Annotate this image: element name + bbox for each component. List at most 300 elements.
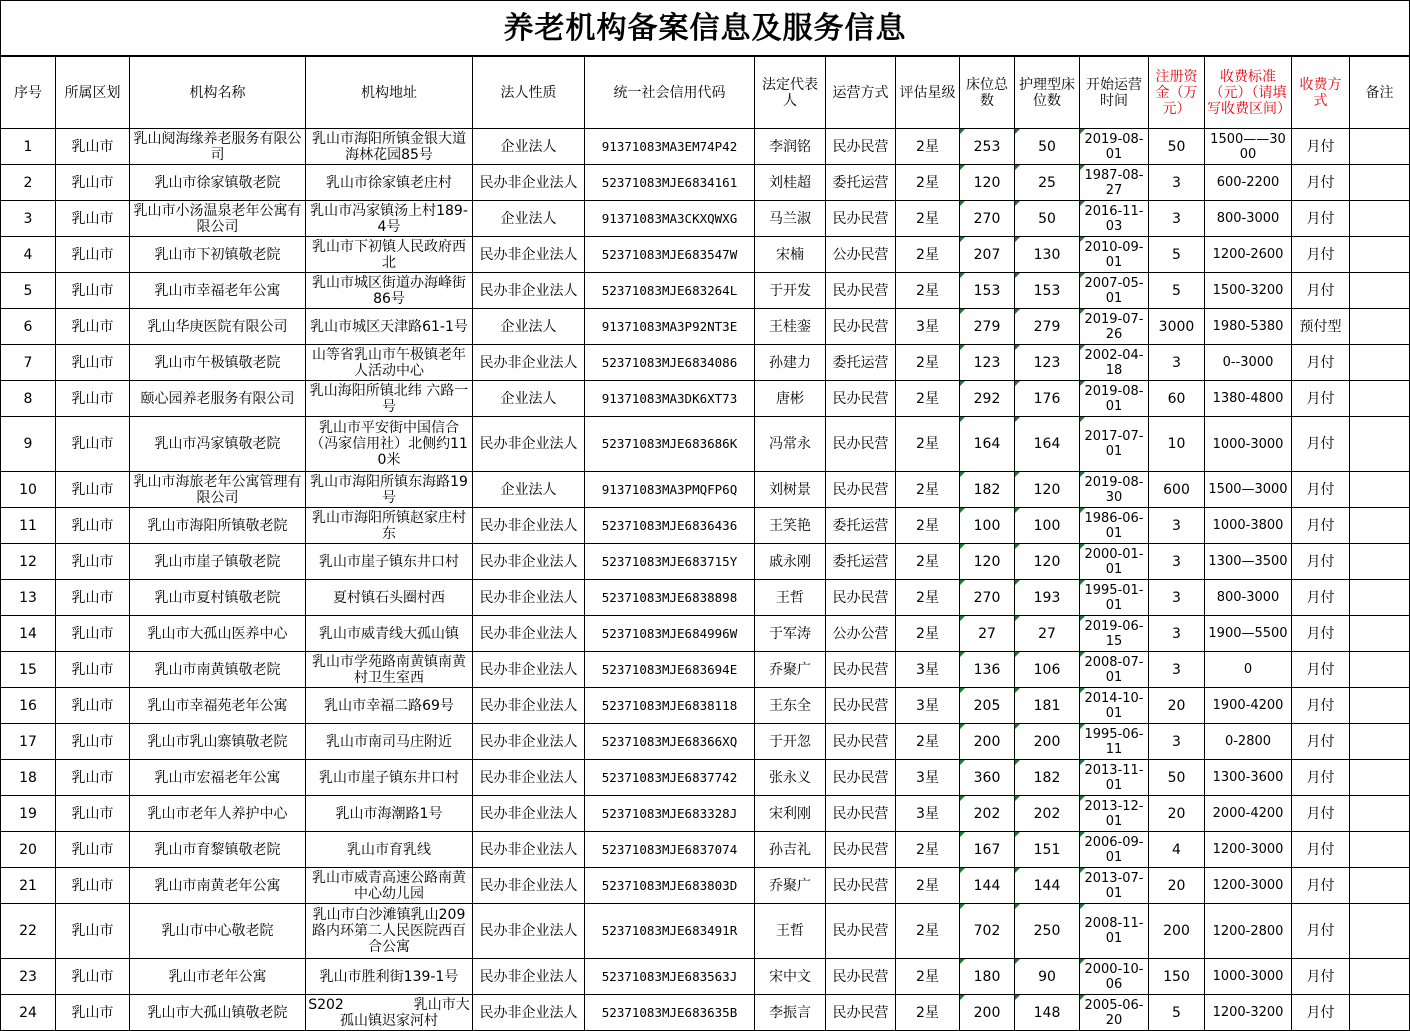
cell-beds[interactable]: 360 — [960, 760, 1015, 796]
col-header-care-beds[interactable]: 护理型床位数 — [1015, 57, 1080, 129]
cell-start[interactable]: 2000-10-06 — [1080, 959, 1149, 995]
cell-fee[interactable]: 1300—3500 — [1205, 544, 1292, 580]
cell-capital[interactable]: 50 — [1149, 129, 1205, 165]
cell-legal-type[interactable]: 民办非企业法人 — [473, 959, 585, 995]
cell-star[interactable]: 3星 — [896, 760, 960, 796]
cell-capital[interactable]: 150 — [1149, 959, 1205, 995]
cell-care-beds[interactable]: 151 — [1015, 832, 1080, 868]
cell-name[interactable]: 乳山市午极镇敬老院 — [130, 345, 306, 381]
cell-rep[interactable]: 王哲 — [755, 580, 826, 616]
cell-no[interactable]: 24 — [1, 995, 56, 1031]
col-header-credit-code[interactable]: 统一社会信用代码 — [585, 57, 755, 129]
cell-beds[interactable]: 205 — [960, 688, 1015, 724]
cell-note[interactable] — [1350, 616, 1410, 652]
cell-fee[interactable]: 1000-3000 — [1205, 417, 1292, 472]
cell-legal-type[interactable]: 民办非企业法人 — [473, 417, 585, 472]
cell-legal-type[interactable]: 民办非企业法人 — [473, 688, 585, 724]
cell-name[interactable]: 乳山市幸福老年公寓 — [130, 273, 306, 309]
cell-start[interactable]: 2019-07-26 — [1080, 309, 1149, 345]
cell-fee[interactable]: 1000-3000 — [1205, 959, 1292, 995]
cell-no[interactable]: 1 — [1, 129, 56, 165]
cell-mode[interactable]: 民办民营 — [826, 796, 896, 832]
cell-legal-type[interactable]: 民办非企业法人 — [473, 508, 585, 544]
cell-no[interactable]: 7 — [1, 345, 56, 381]
cell-rep[interactable]: 王哲 — [755, 904, 826, 959]
cell-care-beds[interactable]: 120 — [1015, 472, 1080, 508]
cell-fee[interactable]: 0-2800 — [1205, 724, 1292, 760]
cell-fee[interactable]: 1200-3000 — [1205, 832, 1292, 868]
cell-care-beds[interactable]: 50 — [1015, 201, 1080, 237]
cell-rep[interactable]: 宋利刚 — [755, 796, 826, 832]
cell-name[interactable]: 乳山市下初镇敬老院 — [130, 237, 306, 273]
cell-star[interactable]: 2星 — [896, 544, 960, 580]
cell-pay[interactable]: 月付 — [1292, 129, 1350, 165]
cell-credit-code[interactable]: 91371083MA3CKXQWXG — [585, 201, 755, 237]
cell-district[interactable]: 乳山市 — [56, 868, 130, 904]
cell-start[interactable]: 2017-07-01 — [1080, 417, 1149, 472]
cell-start[interactable]: 2019-08-01 — [1080, 381, 1149, 417]
cell-fee[interactable]: 1380-4800 — [1205, 381, 1292, 417]
cell-name[interactable]: 乳山市育黎镇敬老院 — [130, 832, 306, 868]
cell-beds[interactable]: 702 — [960, 904, 1015, 959]
cell-name[interactable]: 乳山市中心敬老院 — [130, 904, 306, 959]
cell-rep[interactable]: 宋楠 — [755, 237, 826, 273]
cell-name[interactable]: 乳山市冯家镇敬老院 — [130, 417, 306, 472]
cell-pay[interactable]: 月付 — [1292, 417, 1350, 472]
cell-beds[interactable]: 202 — [960, 796, 1015, 832]
cell-beds[interactable]: 200 — [960, 724, 1015, 760]
cell-care-beds[interactable]: 100 — [1015, 508, 1080, 544]
cell-rep[interactable]: 李振言 — [755, 995, 826, 1031]
cell-capital[interactable]: 3 — [1149, 201, 1205, 237]
cell-care-beds[interactable]: 250 — [1015, 904, 1080, 959]
cell-capital[interactable]: 5 — [1149, 273, 1205, 309]
cell-pay[interactable]: 月付 — [1292, 544, 1350, 580]
cell-no[interactable]: 15 — [1, 652, 56, 688]
cell-mode[interactable]: 民办民营 — [826, 417, 896, 472]
col-header-capital[interactable]: 注册资金（万元） — [1149, 57, 1205, 129]
cell-fee[interactable]: 1900—5500 — [1205, 616, 1292, 652]
cell-start[interactable]: 1987-08-27 — [1080, 165, 1149, 201]
cell-rep[interactable]: 乔聚广 — [755, 868, 826, 904]
cell-beds[interactable]: 270 — [960, 580, 1015, 616]
cell-mode[interactable]: 委托运营 — [826, 165, 896, 201]
cell-star[interactable]: 2星 — [896, 868, 960, 904]
cell-no[interactable]: 16 — [1, 688, 56, 724]
cell-beds[interactable]: 270 — [960, 201, 1015, 237]
cell-credit-code[interactable]: 52371083MJE683694E — [585, 652, 755, 688]
cell-capital[interactable]: 3 — [1149, 544, 1205, 580]
cell-credit-code[interactable]: 91371083MA3EM74P42 — [585, 129, 755, 165]
col-header-address[interactable]: 机构地址 — [306, 57, 473, 129]
cell-district[interactable]: 乳山市 — [56, 129, 130, 165]
cell-fee[interactable]: 1000-3800 — [1205, 508, 1292, 544]
cell-mode[interactable]: 民办民营 — [826, 688, 896, 724]
cell-fee[interactable]: 1200-3000 — [1205, 868, 1292, 904]
cell-mode[interactable]: 民办民营 — [826, 381, 896, 417]
cell-rep[interactable]: 王桂銮 — [755, 309, 826, 345]
cell-district[interactable]: 乳山市 — [56, 544, 130, 580]
cell-credit-code[interactable]: 52371083MJE683635B — [585, 995, 755, 1031]
cell-district[interactable]: 乳山市 — [56, 472, 130, 508]
cell-pay[interactable]: 月付 — [1292, 652, 1350, 688]
cell-credit-code[interactable]: 52371083MJE683328J — [585, 796, 755, 832]
cell-address[interactable]: 乳山市胜利街139-1号 — [306, 959, 473, 995]
cell-district[interactable]: 乳山市 — [56, 760, 130, 796]
cell-rep[interactable]: 宋中文 — [755, 959, 826, 995]
cell-fee[interactable]: 600-2200 — [1205, 165, 1292, 201]
cell-fee[interactable]: 800-3000 — [1205, 580, 1292, 616]
cell-capital[interactable]: 20 — [1149, 796, 1205, 832]
cell-capital[interactable]: 5 — [1149, 995, 1205, 1031]
cell-start[interactable]: 1986-06-01 — [1080, 508, 1149, 544]
cell-credit-code[interactable]: 52371083MJE683803D — [585, 868, 755, 904]
cell-credit-code[interactable]: 91371083MA3DK6XT73 — [585, 381, 755, 417]
cell-mode[interactable]: 民办民营 — [826, 580, 896, 616]
cell-capital[interactable]: 3 — [1149, 508, 1205, 544]
cell-beds[interactable]: 144 — [960, 868, 1015, 904]
cell-address[interactable]: 乳山市海阳所镇东海路19号 — [306, 472, 473, 508]
cell-pay[interactable]: 月付 — [1292, 201, 1350, 237]
cell-star[interactable]: 2星 — [896, 201, 960, 237]
cell-pay[interactable]: 月付 — [1292, 724, 1350, 760]
cell-note[interactable] — [1350, 417, 1410, 472]
cell-care-beds[interactable]: 130 — [1015, 237, 1080, 273]
col-header-district[interactable]: 所属区划 — [56, 57, 130, 129]
cell-legal-type[interactable]: 民办非企业法人 — [473, 652, 585, 688]
cell-mode[interactable]: 民办民营 — [826, 129, 896, 165]
cell-address[interactable]: S202 乳山市大孤山镇迟家河村 — [306, 995, 473, 1031]
col-header-name[interactable]: 机构名称 — [130, 57, 306, 129]
cell-name[interactable]: 乳山市老年公寓 — [130, 959, 306, 995]
cell-note[interactable] — [1350, 165, 1410, 201]
cell-pay[interactable]: 月付 — [1292, 832, 1350, 868]
cell-no[interactable]: 9 — [1, 417, 56, 472]
cell-star[interactable]: 2星 — [896, 724, 960, 760]
cell-address[interactable]: 乳山市幸福二路69号 — [306, 688, 473, 724]
cell-note[interactable] — [1350, 508, 1410, 544]
cell-fee[interactable]: 0--3000 — [1205, 345, 1292, 381]
cell-legal-type[interactable]: 民办非企业法人 — [473, 724, 585, 760]
cell-legal-type[interactable]: 企业法人 — [473, 472, 585, 508]
cell-rep[interactable]: 刘树景 — [755, 472, 826, 508]
cell-care-beds[interactable]: 181 — [1015, 688, 1080, 724]
cell-pay[interactable]: 月付 — [1292, 165, 1350, 201]
cell-credit-code[interactable]: 52371083MJE683715Y — [585, 544, 755, 580]
cell-mode[interactable]: 民办民营 — [826, 832, 896, 868]
cell-no[interactable]: 5 — [1, 273, 56, 309]
cell-rep[interactable]: 于开发 — [755, 273, 826, 309]
cell-note[interactable] — [1350, 472, 1410, 508]
cell-address[interactable]: 乳山市学苑路南黄镇南黄村卫生室西 — [306, 652, 473, 688]
cell-rep[interactable]: 唐彬 — [755, 381, 826, 417]
cell-mode[interactable]: 民办民营 — [826, 201, 896, 237]
cell-start[interactable]: 2019-06-15 — [1080, 616, 1149, 652]
cell-star[interactable]: 2星 — [896, 472, 960, 508]
cell-start[interactable]: 2002-04-18 — [1080, 345, 1149, 381]
cell-care-beds[interactable]: 193 — [1015, 580, 1080, 616]
cell-rep[interactable]: 孙吉礼 — [755, 832, 826, 868]
cell-care-beds[interactable]: 106 — [1015, 652, 1080, 688]
cell-rep[interactable]: 马兰淑 — [755, 201, 826, 237]
cell-pay[interactable]: 月付 — [1292, 345, 1350, 381]
cell-note[interactable] — [1350, 345, 1410, 381]
col-header-pay[interactable]: 收费方式 — [1292, 57, 1350, 129]
cell-credit-code[interactable]: 52371083MJE6837742 — [585, 760, 755, 796]
cell-mode[interactable]: 民办民营 — [826, 724, 896, 760]
cell-credit-code[interactable]: 52371083MJE6834161 — [585, 165, 755, 201]
cell-no[interactable]: 4 — [1, 237, 56, 273]
cell-name[interactable]: 乳山华庚医院有限公司 — [130, 309, 306, 345]
cell-pay[interactable]: 月付 — [1292, 381, 1350, 417]
cell-rep[interactable]: 于开忽 — [755, 724, 826, 760]
cell-star[interactable]: 3星 — [896, 796, 960, 832]
cell-mode[interactable]: 民办民营 — [826, 273, 896, 309]
cell-district[interactable]: 乳山市 — [56, 688, 130, 724]
cell-address[interactable]: 乳山市育乳线 — [306, 832, 473, 868]
cell-note[interactable] — [1350, 904, 1410, 959]
cell-beds[interactable]: 123 — [960, 345, 1015, 381]
cell-district[interactable]: 乳山市 — [56, 237, 130, 273]
cell-no[interactable]: 13 — [1, 580, 56, 616]
cell-credit-code[interactable]: 52371083MJE6837074 — [585, 832, 755, 868]
cell-rep[interactable]: 李润铭 — [755, 129, 826, 165]
cell-note[interactable] — [1350, 832, 1410, 868]
cell-address[interactable]: 乳山市威青线大孤山镇 — [306, 616, 473, 652]
cell-mode[interactable]: 民办民营 — [826, 904, 896, 959]
cell-no[interactable]: 3 — [1, 201, 56, 237]
cell-legal-type[interactable]: 民办非企业法人 — [473, 345, 585, 381]
cell-rep[interactable]: 刘桂超 — [755, 165, 826, 201]
cell-district[interactable]: 乳山市 — [56, 724, 130, 760]
cell-beds[interactable]: 27 — [960, 616, 1015, 652]
cell-district[interactable]: 乳山市 — [56, 345, 130, 381]
cell-no[interactable]: 22 — [1, 904, 56, 959]
cell-name[interactable]: 乳山市乳山寨镇敬老院 — [130, 724, 306, 760]
cell-credit-code[interactable]: 91371083MA3PMQFP6Q — [585, 472, 755, 508]
cell-name[interactable]: 乳山市幸福苑老年公寓 — [130, 688, 306, 724]
cell-pay[interactable]: 预付型 — [1292, 309, 1350, 345]
cell-star[interactable]: 2星 — [896, 381, 960, 417]
cell-district[interactable]: 乳山市 — [56, 165, 130, 201]
cell-no[interactable]: 6 — [1, 309, 56, 345]
cell-name[interactable]: 乳山市海旅老年公寓管理有限公司 — [130, 472, 306, 508]
cell-star[interactable]: 3星 — [896, 652, 960, 688]
cell-star[interactable]: 2星 — [896, 237, 960, 273]
cell-no[interactable]: 18 — [1, 760, 56, 796]
cell-district[interactable]: 乳山市 — [56, 201, 130, 237]
col-header-note[interactable]: 备注 — [1350, 57, 1410, 129]
cell-address[interactable]: 乳山市白沙滩镇乳山209路内环第二人民医院西百合公寓 — [306, 904, 473, 959]
cell-star[interactable]: 2星 — [896, 129, 960, 165]
cell-mode[interactable]: 民办民营 — [826, 959, 896, 995]
cell-address[interactable]: 夏村镇石头圈村西 — [306, 580, 473, 616]
cell-rep[interactable]: 于军涛 — [755, 616, 826, 652]
cell-district[interactable]: 乳山市 — [56, 417, 130, 472]
cell-address[interactable]: 乳山海阳所镇北纬 六路一号 — [306, 381, 473, 417]
cell-address[interactable]: 乳山市崖子镇东井口村 — [306, 544, 473, 580]
cell-star[interactable]: 2星 — [896, 165, 960, 201]
col-header-start[interactable]: 开始运营时间 — [1080, 57, 1149, 129]
cell-rep[interactable]: 张永义 — [755, 760, 826, 796]
cell-note[interactable] — [1350, 868, 1410, 904]
cell-pay[interactable]: 月付 — [1292, 508, 1350, 544]
cell-care-beds[interactable]: 202 — [1015, 796, 1080, 832]
cell-care-beds[interactable]: 279 — [1015, 309, 1080, 345]
cell-rep[interactable]: 乔聚广 — [755, 652, 826, 688]
cell-star[interactable]: 2星 — [896, 508, 960, 544]
cell-rep[interactable]: 王笑艳 — [755, 508, 826, 544]
cell-star[interactable]: 2星 — [896, 904, 960, 959]
cell-mode[interactable]: 民办民营 — [826, 760, 896, 796]
cell-fee[interactable]: 1200-2600 — [1205, 237, 1292, 273]
cell-address[interactable]: 乳山市海潮路1号 — [306, 796, 473, 832]
cell-note[interactable] — [1350, 760, 1410, 796]
cell-address[interactable]: 乳山市下初镇人民政府西北 — [306, 237, 473, 273]
cell-capital[interactable]: 200 — [1149, 904, 1205, 959]
cell-credit-code[interactable]: 52371083MJE683264L — [585, 273, 755, 309]
col-header-star[interactable]: 评估星级 — [896, 57, 960, 129]
cell-care-beds[interactable]: 120 — [1015, 544, 1080, 580]
cell-capital[interactable]: 600 — [1149, 472, 1205, 508]
cell-name[interactable]: 颐心园养老服务有限公司 — [130, 381, 306, 417]
cell-note[interactable] — [1350, 273, 1410, 309]
cell-name[interactable]: 乳山市夏村镇敬老院 — [130, 580, 306, 616]
cell-start[interactable]: 2008-07-01 — [1080, 652, 1149, 688]
cell-pay[interactable]: 月付 — [1292, 616, 1350, 652]
cell-mode[interactable]: 民办民营 — [826, 868, 896, 904]
cell-no[interactable]: 8 — [1, 381, 56, 417]
cell-capital[interactable]: 4 — [1149, 832, 1205, 868]
cell-care-beds[interactable]: 25 — [1015, 165, 1080, 201]
cell-credit-code[interactable]: 91371083MA3P92NT3E — [585, 309, 755, 345]
cell-legal-type[interactable]: 民办非企业法人 — [473, 832, 585, 868]
cell-rep[interactable]: 孙建力 — [755, 345, 826, 381]
cell-legal-type[interactable]: 民办非企业法人 — [473, 616, 585, 652]
cell-star[interactable]: 2星 — [896, 417, 960, 472]
cell-no[interactable]: 2 — [1, 165, 56, 201]
col-header-mode[interactable]: 运营方式 — [826, 57, 896, 129]
cell-address[interactable]: 乳山市海阳所镇赵家庄村东 — [306, 508, 473, 544]
cell-note[interactable] — [1350, 724, 1410, 760]
cell-name[interactable]: 乳山市老年人养护中心 — [130, 796, 306, 832]
cell-care-beds[interactable]: 123 — [1015, 345, 1080, 381]
cell-star[interactable]: 3星 — [896, 309, 960, 345]
cell-address[interactable]: 乳山市崖子镇东井口村 — [306, 760, 473, 796]
cell-credit-code[interactable]: 52371083MJE684996W — [585, 616, 755, 652]
cell-district[interactable]: 乳山市 — [56, 796, 130, 832]
cell-start[interactable]: 1995-01-01 — [1080, 580, 1149, 616]
cell-star[interactable]: 2星 — [896, 273, 960, 309]
cell-pay[interactable]: 月付 — [1292, 959, 1350, 995]
cell-legal-type[interactable]: 民办非企业法人 — [473, 580, 585, 616]
cell-star[interactable]: 2星 — [896, 832, 960, 868]
cell-beds[interactable]: 120 — [960, 544, 1015, 580]
cell-mode[interactable]: 委托运营 — [826, 508, 896, 544]
cell-care-beds[interactable]: 164 — [1015, 417, 1080, 472]
cell-beds[interactable]: 200 — [960, 995, 1015, 1031]
cell-pay[interactable]: 月付 — [1292, 580, 1350, 616]
cell-pay[interactable]: 月付 — [1292, 796, 1350, 832]
cell-no[interactable]: 11 — [1, 508, 56, 544]
cell-address[interactable]: 乳山市城区街道办海峰街86号 — [306, 273, 473, 309]
cell-capital[interactable]: 3 — [1149, 616, 1205, 652]
cell-no[interactable]: 23 — [1, 959, 56, 995]
cell-star[interactable]: 2星 — [896, 345, 960, 381]
cell-note[interactable] — [1350, 652, 1410, 688]
cell-district[interactable]: 乳山市 — [56, 309, 130, 345]
cell-name[interactable]: 乳山市南黄老年公寓 — [130, 868, 306, 904]
cell-address[interactable]: 乳山市南司马庄附近 — [306, 724, 473, 760]
cell-legal-type[interactable]: 民办非企业法人 — [473, 544, 585, 580]
cell-fee[interactable]: 1200-2800 — [1205, 904, 1292, 959]
cell-start[interactable]: 2006-09-01 — [1080, 832, 1149, 868]
cell-no[interactable]: 21 — [1, 868, 56, 904]
cell-address[interactable]: 乳山市徐家镇老庄村 — [306, 165, 473, 201]
cell-name[interactable]: 乳山市大孤山镇敬老院 — [130, 995, 306, 1031]
cell-start[interactable]: 2010-09-01 — [1080, 237, 1149, 273]
cell-district[interactable]: 乳山市 — [56, 381, 130, 417]
col-header-fee[interactable]: 收费标准（元）（请填写收费区间） — [1205, 57, 1292, 129]
cell-start[interactable]: 2013-11-01 — [1080, 760, 1149, 796]
cell-beds[interactable]: 153 — [960, 273, 1015, 309]
cell-name[interactable]: 乳山市宏福老年公寓 — [130, 760, 306, 796]
cell-start[interactable]: 2008-11-01 — [1080, 904, 1149, 959]
cell-care-beds[interactable]: 182 — [1015, 760, 1080, 796]
cell-note[interactable] — [1350, 959, 1410, 995]
cell-fee[interactable]: 800-3000 — [1205, 201, 1292, 237]
cell-start[interactable]: 2014-10-01 — [1080, 688, 1149, 724]
cell-capital[interactable]: 5 — [1149, 237, 1205, 273]
cell-beds[interactable]: 182 — [960, 472, 1015, 508]
cell-address[interactable]: 山等省乳山市午极镇老年人活动中心 — [306, 345, 473, 381]
cell-capital[interactable]: 20 — [1149, 688, 1205, 724]
cell-note[interactable] — [1350, 544, 1410, 580]
cell-note[interactable] — [1350, 309, 1410, 345]
cell-capital[interactable]: 60 — [1149, 381, 1205, 417]
col-header-no[interactable]: 序号 — [1, 57, 56, 129]
cell-address[interactable]: 乳山市平安街中国信合（冯家信用社）北侧约110米 — [306, 417, 473, 472]
cell-credit-code[interactable]: 52371083MJE683686K — [585, 417, 755, 472]
cell-start[interactable]: 2007-05-01 — [1080, 273, 1149, 309]
cell-legal-type[interactable]: 民办非企业法人 — [473, 796, 585, 832]
cell-pay[interactable]: 月付 — [1292, 688, 1350, 724]
cell-start[interactable]: 2000-01-01 — [1080, 544, 1149, 580]
cell-mode[interactable]: 民办民营 — [826, 472, 896, 508]
cell-capital[interactable]: 3 — [1149, 345, 1205, 381]
cell-district[interactable]: 乳山市 — [56, 652, 130, 688]
cell-capital[interactable]: 20 — [1149, 868, 1205, 904]
cell-rep[interactable]: 王东全 — [755, 688, 826, 724]
cell-care-beds[interactable]: 27 — [1015, 616, 1080, 652]
cell-pay[interactable]: 月付 — [1292, 472, 1350, 508]
cell-district[interactable]: 乳山市 — [56, 832, 130, 868]
cell-fee[interactable]: 1500—3000 — [1205, 472, 1292, 508]
cell-note[interactable] — [1350, 580, 1410, 616]
cell-district[interactable]: 乳山市 — [56, 904, 130, 959]
col-header-rep[interactable]: 法定代表人 — [755, 57, 826, 129]
cell-credit-code[interactable]: 52371083MJE6838898 — [585, 580, 755, 616]
cell-name[interactable]: 乳山市海阳所镇敬老院 — [130, 508, 306, 544]
cell-fee[interactable]: 1500-3200 — [1205, 273, 1292, 309]
cell-legal-type[interactable]: 民办非企业法人 — [473, 237, 585, 273]
cell-mode[interactable]: 民办民营 — [826, 309, 896, 345]
cell-start[interactable]: 2016-11-03 — [1080, 201, 1149, 237]
cell-rep[interactable]: 戚永刚 — [755, 544, 826, 580]
cell-note[interactable] — [1350, 796, 1410, 832]
cell-legal-type[interactable]: 民办非企业法人 — [473, 760, 585, 796]
cell-name[interactable]: 乳山阋海缘养老服务有限公司 — [130, 129, 306, 165]
